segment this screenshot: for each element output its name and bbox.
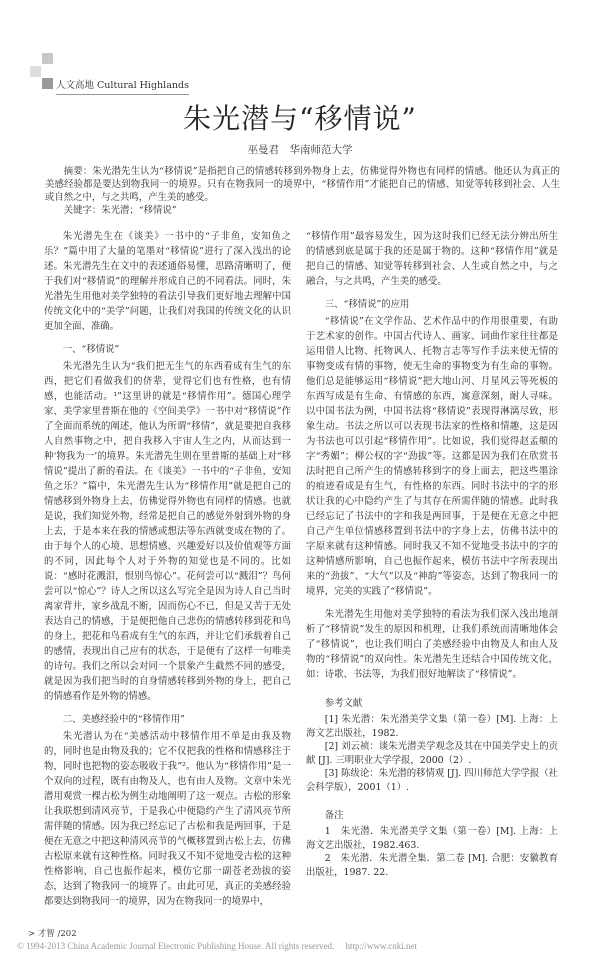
intro-paragraph: 朱光潜先生在《谈美》一书中的“子非鱼，安知鱼之乐？”篇中用了大量的笔墨对“移情说”进行了深入浅出的论述。朱光潜先生在文中的表述通俗易懂，思路清晰明了，便于我们对“移情说”的理解并形成自己的不同看法。同时，朱光潜先生用他对美学独特的看法引导我们更好地去理解中国传统文化中的“美学”问题，让我们对我国的传统文化的认识更加全面、准确。	[44, 231, 291, 332]
logo-square	[30, 66, 41, 77]
abstract	[45, 165, 560, 217]
author-line: 巫曼君 华南师范大学	[247, 144, 353, 156]
page-number: > 才智 /202	[28, 929, 77, 939]
body-columns	[44, 229, 558, 909]
reference-item: [2] 刘云祯：谈朱光潜美学观念及其在中国美学史上的贡献 [J]. 三明职业大学学报，2000（2）.	[306, 741, 558, 766]
section-heading-1: 一、“移情说”	[62, 344, 120, 355]
abstract-text: 摘要：朱光潜先生认为“移情说”是指把自己的情感转移到外物身上去，仿佛觉得外物也有同样的情感。他还认为真正的美感经验都是要达到物我同一的境界。只有在物我同一的境界中，“移情作用”才能把自己的情感、知觉等转移到社会、人生或自然之中，与之共鸣，产生美的感受。	[45, 166, 560, 203]
right-column	[306, 229, 558, 909]
reference-item: [3] 陈绂论：朱光潜的移情观 [J]. 四川师范大学学报（社会科学版），2001（1）.	[306, 768, 558, 793]
paragraph-continued: “移情作用”最容易发生，因为这时我们已经无法分辨出所生的情感到底是属于我的还是属于物的。这种“移情作用”就是把自己的情感、知觉等转移到社会、人生或自然之中，与之融合，与之共鸣，产生美的感受。	[306, 231, 558, 287]
notes-heading: 备注	[324, 810, 344, 821]
page-title: 朱光潜与“移情说”	[183, 102, 417, 135]
logo-square	[42, 53, 53, 64]
keywords: 关键字：朱光潜；“移情说”	[63, 205, 177, 216]
section-heading-3: 三、“移情说”的应用	[324, 299, 410, 310]
section-heading-2: 二、美感经验中的“移情作用”	[62, 714, 185, 725]
note-item: 2 朱光潜．朱光潜全集．第二卷 [M]. 合肥：安徽教育出版社，1987. 22.	[306, 853, 558, 878]
left-column	[44, 229, 291, 909]
references-heading: 参考文献	[324, 698, 363, 709]
paragraph: “移情说”在文学作品、艺术作品中的作用很重要，有助于艺术家的创作。中国古代诗人、画家、词曲作家往往都是运用借人比物、托物讽人、托物言志等写作手法来使无情的事物变成有情的事物，使无生命的事物变为有生命的事物。他们总是能够运用“移情说”把大地山河、月星风云等死板的东西写成是有生命、有情感的东西，寓意深刻，耐人寻味。以中国书法为例，中国书法将“移情说”表现得淋漓尽致，形象生动。书法之所以可以表现书法家的性格和情趣，这是因为书法也可以引起“移情作用”。比如说，我们觉得赵孟頫的字“秀媚”；柳公权的字“劲拔”等。这都是因为我们在欣赏书法时把自己所产生的情感转移到字的身上面去，把这些墨涂的痕迹看成是有生气，有性格的东西。同时书法中的字的形状让我的心中隐约产生了与其存在所需伴随的情感。此时我已经忘记了书法中的字和我是两回事，于是便在无意之中把自己产生单位情感移置到书法中的字身上去，仿佛书法中的字原来就有这种情感。同时我又不知不觉地受书法中的字的这种情感所影响，自己也振作起来，模仿书法中字所表现出来的“劲拔”、“大气”以及“神韵”等姿态，达到了物我同一的境界，完美的实践了“移情说”。	[306, 316, 558, 597]
footer	[0, 929, 600, 972]
reference-item: [1] 朱光潜：朱光潜美学文集（第一卷）[M]. 上海：上海文艺出版社，1982.	[306, 714, 558, 739]
note-item: 1 朱光潜．朱光潜美学文集（第一卷）[M]. 上海：上海文艺出版社，1982.463.	[306, 826, 558, 851]
paragraph: 朱光潜认为在“美感活动中移情作用不单是由我及物的，同时也是由物及我的；它不仅把我的性格和情感移注于物，同时也把物的姿态吸收于我”²。他认为“移情作用”是一个双向的过程，既有由物及人，也有由人及物。文章中朱光潜用观赏一棵古松为例生动地阐明了这一观点。古松的形象让我联想到清风亮节，于是我心中便隐约产生了清风亮节所需伴随的情感。因为我已经忘记了古松和我是两回事，于是便在无意之中把这种清风亮节的气概移置到古松上去，仿佛古松原来就有这种性格。同时我又不知不觉地受古松的这种性格影响，自己也振作起来，模仿它那一副苍老劲拔的姿态，达到了物我同一的境界了。由此可见，真正的美感经验都要达到物我同一的境界，因为在物我同一的境界中，	[44, 731, 291, 907]
section-label: 人文高地 Cultural Highlands	[56, 77, 189, 95]
header	[0, 0, 600, 95]
logo-square	[42, 78, 53, 89]
paragraph: 朱光潜先生认为“我们把无生气的东西看成有生气的东西，把它们看做我们的侪辈，觉得它们也有性格，也有情感，也能活动。¹”这里讲的就是“移情作用”。德国心理学家、美学家里普斯在他的《空间美学》一书中对“移情说”作了全面而系统的阐述，他认为所谓“移情”，就是要把自我移人自然事物之中，把自我移入宇宙人生之内，从而达到一种‘物我为一’的境界。朱光潜先生则在里普斯的基础上对“移情说”提出了新的看法。在《谈美》一书中的“子非鱼，安知鱼之乐？”篇中，朱光潜先生认为“移情作用”就是把自己的情感移到外物身上去，仿佛觉得外物也有同样的情感。也就是说，我们知觉外物，经常是把自己的感觉外射到外物的身上去，于是本来在我的情感或想法等东西就变成在物的了。由于每个人的心境、思想情感、兴趣爱好以及价值观等方面的不同，因此每个人对于外物的知觉也是不同的。比如说：“感时花溅泪，恨别鸟惊心”。花何尝可以“溅泪”？鸟何尝可以“惊心”？诗人之所以这么写完全是因为诗人自己当时离家背井，家乡战乱不断，因而伤心不已，但是又苦于无处表达自己的情感，于是便把他自己悲伤的情感转移到花和鸟的身上，把花和鸟看成有生气的东西，并让它们承载着自己的感情，表现出自己应有的状态，于是便有了这样一句唯美的诗句。我们之所以会对同一个景象产生截然不同的感受，就是因为我们把当时的自身情感转移到外物的身上，把自己的情感看作是外物的情感。	[44, 361, 291, 702]
paragraph: 朱光潜先生用他对美学独特的看法为我们深入浅出地剖析了“移情说”发生的原因和机理，让我们系统而清晰地体会了“移情说”，也让我们明白了美感经验中由物及人和由人及物的“移情说”的双向性。朱光潜先生还结合中国传统文化，如：诗歌、书法等，为我们很好地解读了“移情说”。	[306, 609, 558, 680]
copyright-notice: © 1994-2013 China Academic Journal Electronic Publishing House. All rights reserved. http://www.cnki.net	[17, 941, 417, 951]
